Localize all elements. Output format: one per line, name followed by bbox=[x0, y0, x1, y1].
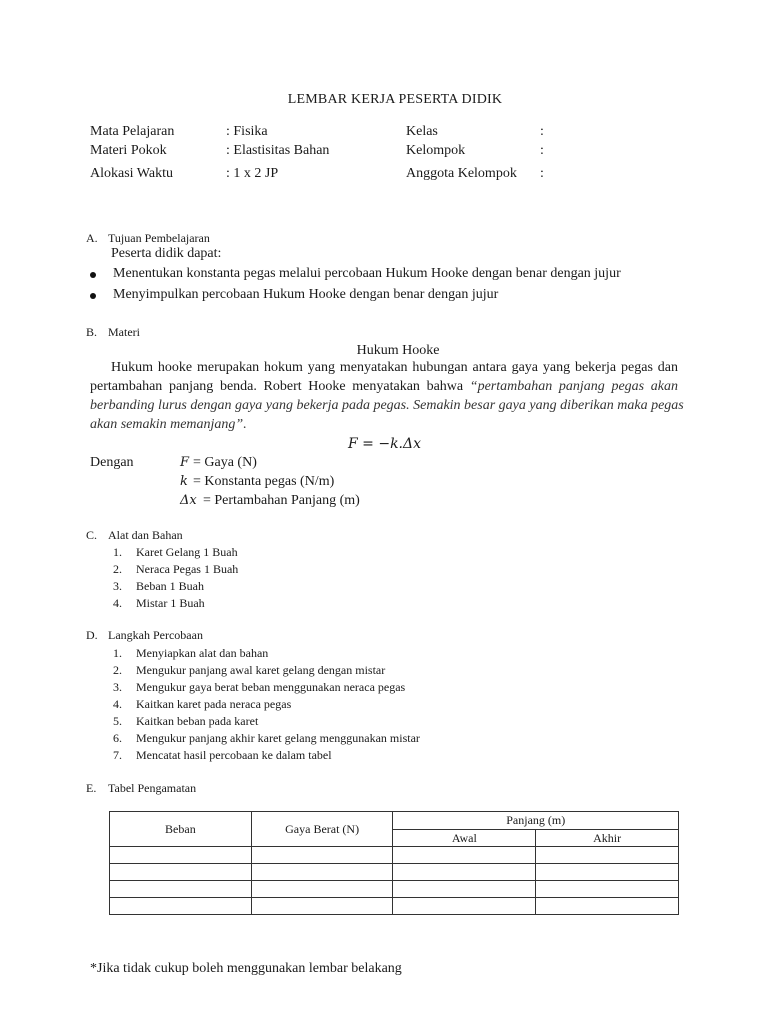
alokasi-waktu-label: Alokasi Waktu bbox=[90, 166, 173, 181]
header-akhir: Akhir bbox=[536, 830, 679, 847]
kelompok-label: Kelompok bbox=[406, 143, 466, 158]
section-c-marker: C. bbox=[86, 528, 98, 542]
symbol-f: F bbox=[180, 455, 190, 470]
section-a-intro: Peserta didik dapat: bbox=[111, 246, 222, 261]
list-number: 7. bbox=[113, 748, 122, 762]
table-cell[interactable] bbox=[251, 881, 393, 898]
objective-item: Menyimpulkan percobaan Hukum Hooke dengan benar dengan jujur bbox=[113, 287, 499, 302]
observation-table bbox=[109, 811, 679, 915]
list-item: Karet Gelang 1 Buah bbox=[136, 545, 238, 559]
list-item: Kaitkan beban pada karet bbox=[136, 714, 259, 728]
list-number: 1. bbox=[113, 646, 122, 660]
kelas-value: : bbox=[540, 124, 544, 139]
header-panjang: Panjang (m) bbox=[393, 812, 679, 830]
table-cell[interactable] bbox=[110, 881, 252, 898]
header-beban: Beban bbox=[110, 812, 252, 847]
list-number: 3. bbox=[113, 680, 122, 694]
kelas-label: Kelas bbox=[406, 124, 438, 139]
hooke-formula: F = −k.Δx bbox=[348, 436, 422, 452]
table-cell[interactable] bbox=[536, 898, 679, 915]
list-number: 4. bbox=[113, 596, 122, 610]
bullet-icon bbox=[90, 293, 96, 299]
section-d-heading: Langkah Percobaan bbox=[108, 628, 203, 642]
list-item: Neraca Pegas 1 Buah bbox=[136, 562, 239, 576]
definition-gaya: = Gaya (N) bbox=[193, 455, 257, 470]
table-cell[interactable] bbox=[393, 898, 536, 915]
table-cell[interactable] bbox=[393, 847, 536, 864]
section-a-heading: Tujuan Pembelajaran bbox=[108, 231, 210, 245]
table-cell[interactable] bbox=[251, 847, 393, 864]
objective-item: Menentukan konstanta pegas melalui percobaan Hukum Hooke dengan benar dengan jujur bbox=[113, 266, 621, 281]
list-item: Menyiapkan alat dan bahan bbox=[136, 646, 269, 660]
dengan-label: Dengan bbox=[90, 455, 134, 470]
bullet-icon bbox=[90, 272, 96, 278]
table-row bbox=[110, 847, 679, 864]
section-e-heading: Tabel Pengamatan bbox=[108, 781, 197, 795]
list-number: 2. bbox=[113, 663, 122, 677]
materi-paragraph-line: Hukum hooke merupakan hokum yang menyatakan hubungan antara gaya yang bekerja pegas dan bbox=[111, 360, 678, 375]
list-item: Mengukur panjang awal karet gelang dengan mistar bbox=[136, 663, 386, 677]
materi-paragraph-line bbox=[90, 379, 678, 395]
table-cell[interactable] bbox=[110, 847, 252, 864]
definition-pertambahan: = Pertambahan Panjang (m) bbox=[203, 493, 360, 508]
materi-text-normal: pertambahan panjang benda. Robert Hooke menyatakan bahwa bbox=[90, 379, 464, 394]
symbol-delta-x: Δx bbox=[180, 493, 197, 508]
header-gaya-berat: Gaya Berat (N) bbox=[251, 812, 393, 847]
list-item: Kaitkan karet pada neraca pegas bbox=[136, 697, 292, 711]
table-cell[interactable] bbox=[251, 898, 393, 915]
list-item: Mengukur panjang akhir karet gelang menggunakan mistar bbox=[136, 731, 420, 745]
table-cell[interactable] bbox=[110, 898, 252, 915]
section-e-marker: E. bbox=[86, 781, 97, 795]
materi-quote-line: berbanding lurus dengan gaya yang bekerja pada pegas. Semakin besar gaya yang diberikan maka pegas bbox=[90, 398, 684, 413]
document-title: LEMBAR KERJA PESERTA DIDIK bbox=[287, 92, 503, 107]
table-cell[interactable] bbox=[393, 864, 536, 881]
header-awal: Awal bbox=[393, 830, 536, 847]
materi-quote: “pertambahan panjang pegas akan bbox=[469, 379, 678, 394]
list-number: 3. bbox=[113, 579, 122, 593]
table-cell[interactable] bbox=[393, 881, 536, 898]
section-c-heading: Alat dan Bahan bbox=[108, 528, 183, 542]
table-cell[interactable] bbox=[251, 864, 393, 881]
footnote: *Jika tidak cukup boleh menggunakan lembar belakang bbox=[90, 961, 402, 976]
list-item: Mistar 1 Buah bbox=[136, 596, 205, 610]
section-d-marker: D. bbox=[86, 628, 98, 642]
table-cell[interactable] bbox=[536, 864, 679, 881]
materi-pokok-label: Materi Pokok bbox=[90, 143, 167, 158]
mata-pelajaran-label: Mata Pelajaran bbox=[90, 124, 175, 139]
list-item: Mengukur gaya berat beban menggunakan neraca pegas bbox=[136, 680, 406, 694]
definition-konstanta: = Konstanta pegas (N/m) bbox=[193, 474, 335, 489]
anggota-kelompok-label: Anggota Kelompok bbox=[406, 166, 517, 181]
list-number: 5. bbox=[113, 714, 122, 728]
symbol-k: k bbox=[180, 474, 188, 489]
materi-subtitle: Hukum Hooke bbox=[356, 343, 440, 358]
table-cell[interactable] bbox=[536, 847, 679, 864]
table-row bbox=[110, 898, 679, 915]
table-cell[interactable] bbox=[536, 881, 679, 898]
section-b-marker: B. bbox=[86, 325, 98, 339]
list-number: 2. bbox=[113, 562, 122, 576]
kelompok-value: : bbox=[540, 143, 544, 158]
section-a-marker: A. bbox=[86, 231, 98, 245]
materi-quote-line: akan semakin memanjang”. bbox=[90, 417, 247, 432]
anggota-kelompok-value: : bbox=[540, 166, 544, 181]
alokasi-waktu-value: : 1 x 2 JP bbox=[226, 166, 279, 181]
list-number: 4. bbox=[113, 697, 122, 711]
section-b-heading: Materi bbox=[108, 325, 140, 339]
list-number: 1. bbox=[113, 545, 122, 559]
list-number: 6. bbox=[113, 731, 122, 745]
table-row bbox=[110, 881, 679, 898]
table-row bbox=[110, 864, 679, 881]
materi-pokok-value: : Elastisitas Bahan bbox=[226, 143, 330, 158]
list-item: Beban 1 Buah bbox=[136, 579, 204, 593]
mata-pelajaran-value: : Fisika bbox=[226, 124, 268, 139]
table-cell[interactable] bbox=[110, 864, 252, 881]
list-item: Mencatat hasil percobaan ke dalam tabel bbox=[136, 748, 332, 762]
